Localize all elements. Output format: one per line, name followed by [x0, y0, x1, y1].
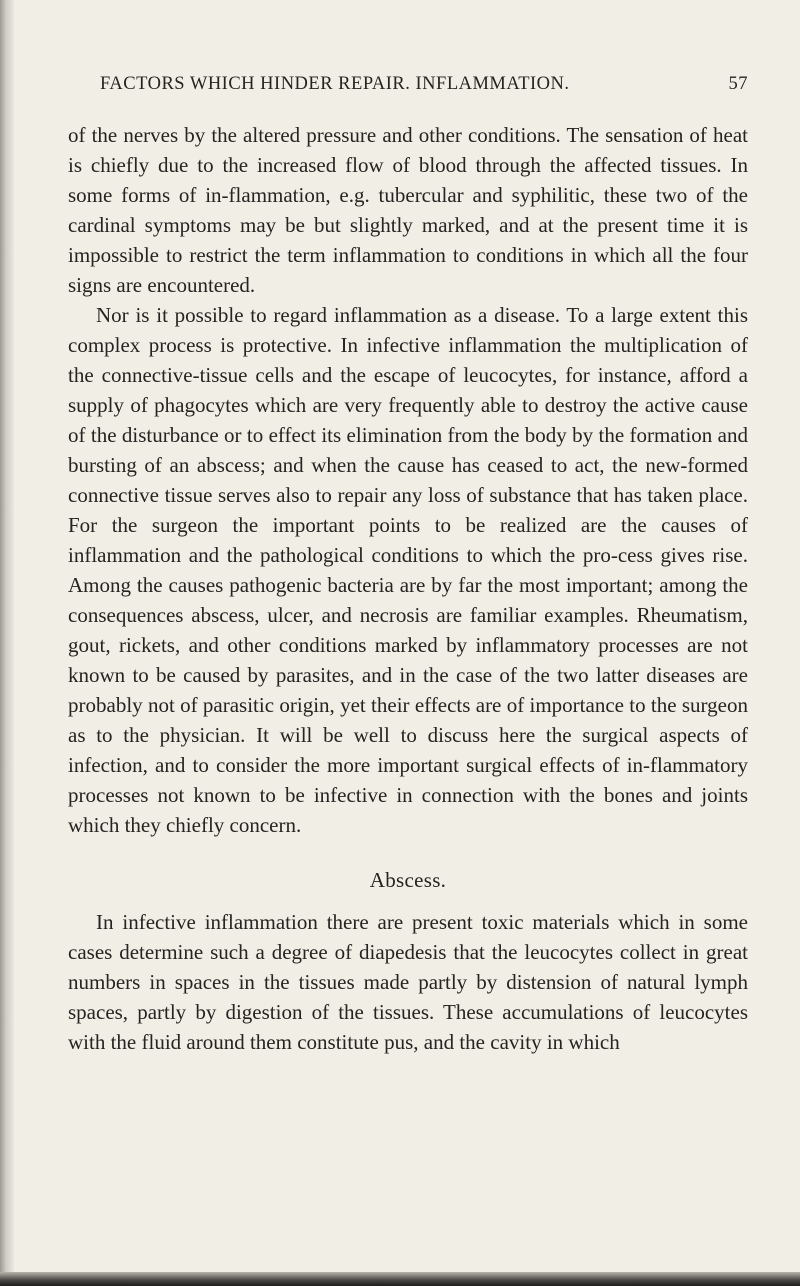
book-gutter-shadow: [0, 0, 14, 1286]
running-head: [68, 74, 748, 104]
page-bottom-edge: [0, 1272, 800, 1286]
page-number: 57: [728, 74, 748, 94]
running-title: FACTORS WHICH HINDER REPAIR. INFLAMMATION.: [100, 74, 570, 94]
paragraph-continued: of the nerves by the altered pressure and other conditions. The sensation of heat is chiefly due to the increased flow of blood through the affected tissues. In some forms of in-flammation, e.g. tubercular and syphilitic, these two of the cardinal symptoms may be but slightly marked, and at the present time it is impossible to restrict the term inflammation to conditions in which all the four signs are encountered.: [68, 123, 748, 297]
book-page: [68, 74, 748, 1057]
section-heading-abscess: Abscess.: [369, 868, 447, 892]
paragraph-protective: Nor is it possible to regard inflammation as a disease. To a large extent this complex process is protective. In infective inflammation the multiplication of the connective-tissue cells and the escape of leucocytes, for instance, afford a supply of phagocytes which are very frequently able to destroy the active cause of the disturbance or to effect its elimination from the body by the formation and bursting of an abscess; and when the cause has ceased to act, the new-formed connective tissue serves also to repair any loss of substance that has taken place. For the surgeon the important points to be realized are the causes of inflammation and the pathological conditions to which the pro-cess gives rise. Among the causes pathogenic bacteria are by far the most important; among the consequences abscess, ulcer, and necrosis are familiar examples. Rheumatism, gout, rickets, and other conditions marked by inflammatory processes are not known to be caused by parasites, and in the case of the two latter diseases are probably not of parasitic origin, yet their effects are of importance to the surgeon as to the physician. It will be well to discuss here the surgical aspects of infection, and to consider the more important surgical effects of in-flammatory processes not known to be infective in connection with the bones and joints which they chiefly concern.: [68, 303, 748, 837]
body-text: [68, 120, 748, 1057]
paragraph-abscess: In infective inflammation there are present toxic materials which in some cases determine such a degree of diapedesis that the leucocytes collect in great numbers in spaces in the tissues made partly by distension of natural lymph spaces, partly by digestion of the tissues. These accumulations of leucocytes with the fluid around them constitute pus, and the cavity in which: [68, 910, 748, 1054]
